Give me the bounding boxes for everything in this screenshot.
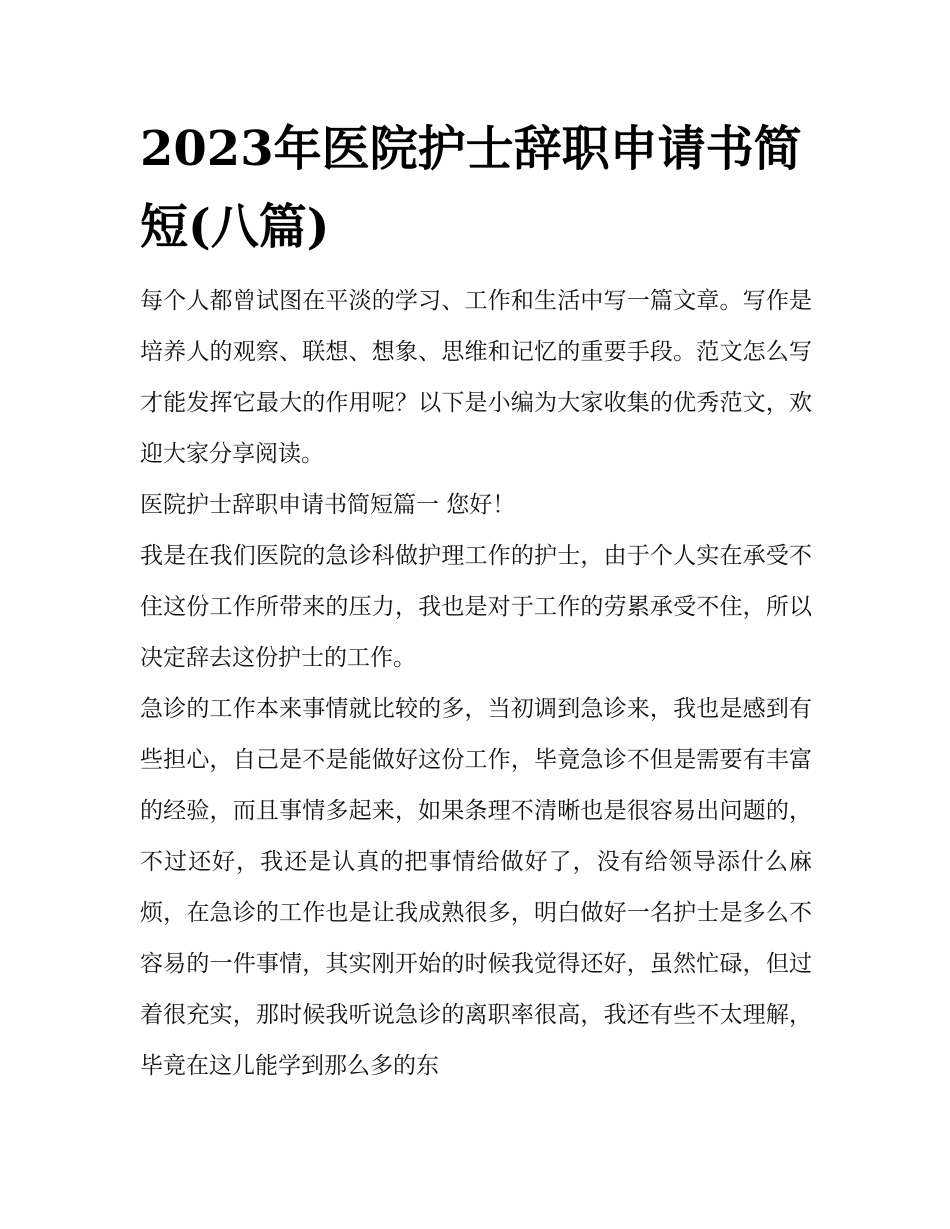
intro-paragraph: 每个人都曾试图在平淡的学习、工作和生活中写一篇文章。写作是培养人的观察、联想、想象、思维和记忆的重要手段。范文怎么写才能发挥它最大的作用呢？以下是小编为大家收集的优秀范文，欢迎大家分享阅读。 [140, 288, 812, 467]
document-title: 2023年医院护士辞职申请书简短(八篇) [140, 121, 802, 255]
body-paragraph: 急诊的工作本来事情就比较的多，当初调到急诊来，我也是感到有些担心，自己是不是能做好这份工作，毕竟急诊不但是需要有丰富的经验，而且事情多起来，如果条理不清晰也是很容易出问题的，不过还好，我还是认真的把事情给做好了，没有给领导添什么麻烦，在急诊的工作也是让我成熟很多，明白做好一名护士是多么不容易的一件事情，其实刚开始的时候我觉得还好，虽然忙碌，但过着很充实，那时候我听说急诊的离职率很高，我还有些不太理解，毕竟在这儿能学到那么多的东 [140, 696, 812, 1079]
body-paragraph: 我是在我们医院的急诊科做护理工作的护士，由于个人实在承受不住这份工作所带来的压力，我也是对于工作的劳累承受不住，所以决定辞去这份护士的工作。 [140, 543, 812, 671]
section-heading-greeting: 医院护士辞职申请书简短篇一 您好！ [140, 492, 516, 518]
document-body [140, 276, 812, 1092]
